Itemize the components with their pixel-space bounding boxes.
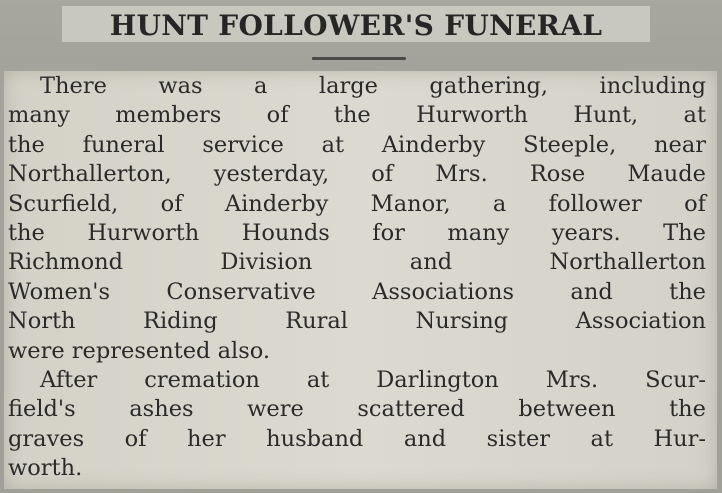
article-line: There was a large gathering, including [40,73,706,99]
article-line: graves of her husband and sister at Hur- [8,425,706,452]
headline-rule [312,57,406,60]
article-line: many members of the Hurworth Hunt, at [8,102,706,129]
article-line: North Riding Rural Nursing Association [8,308,706,335]
article-line: Richmond Division and Northallerton [8,249,706,276]
article-body [8,72,706,483]
headline: HUNT FOLLOWER'S FUNERAL [109,9,603,42]
article-line: Northallerton, yesterday, of Mrs. Rose Maude [8,161,706,188]
article-line: the funeral service at Ainderby Steeple, near [8,131,706,158]
article-line: were represented also. [8,337,271,364]
article-line: Scurfield, of Ainderby Manor, a follower of [8,190,706,217]
article-line: the Hurworth Hounds for many years. The [8,219,706,246]
article-line: worth. [8,455,83,482]
article-line: field's ashes were scattered between the [8,396,706,423]
article-line: After cremation at Darlington Mrs. Scur- [40,366,706,393]
article-line: Women's Conservative Associations and the [8,278,706,305]
